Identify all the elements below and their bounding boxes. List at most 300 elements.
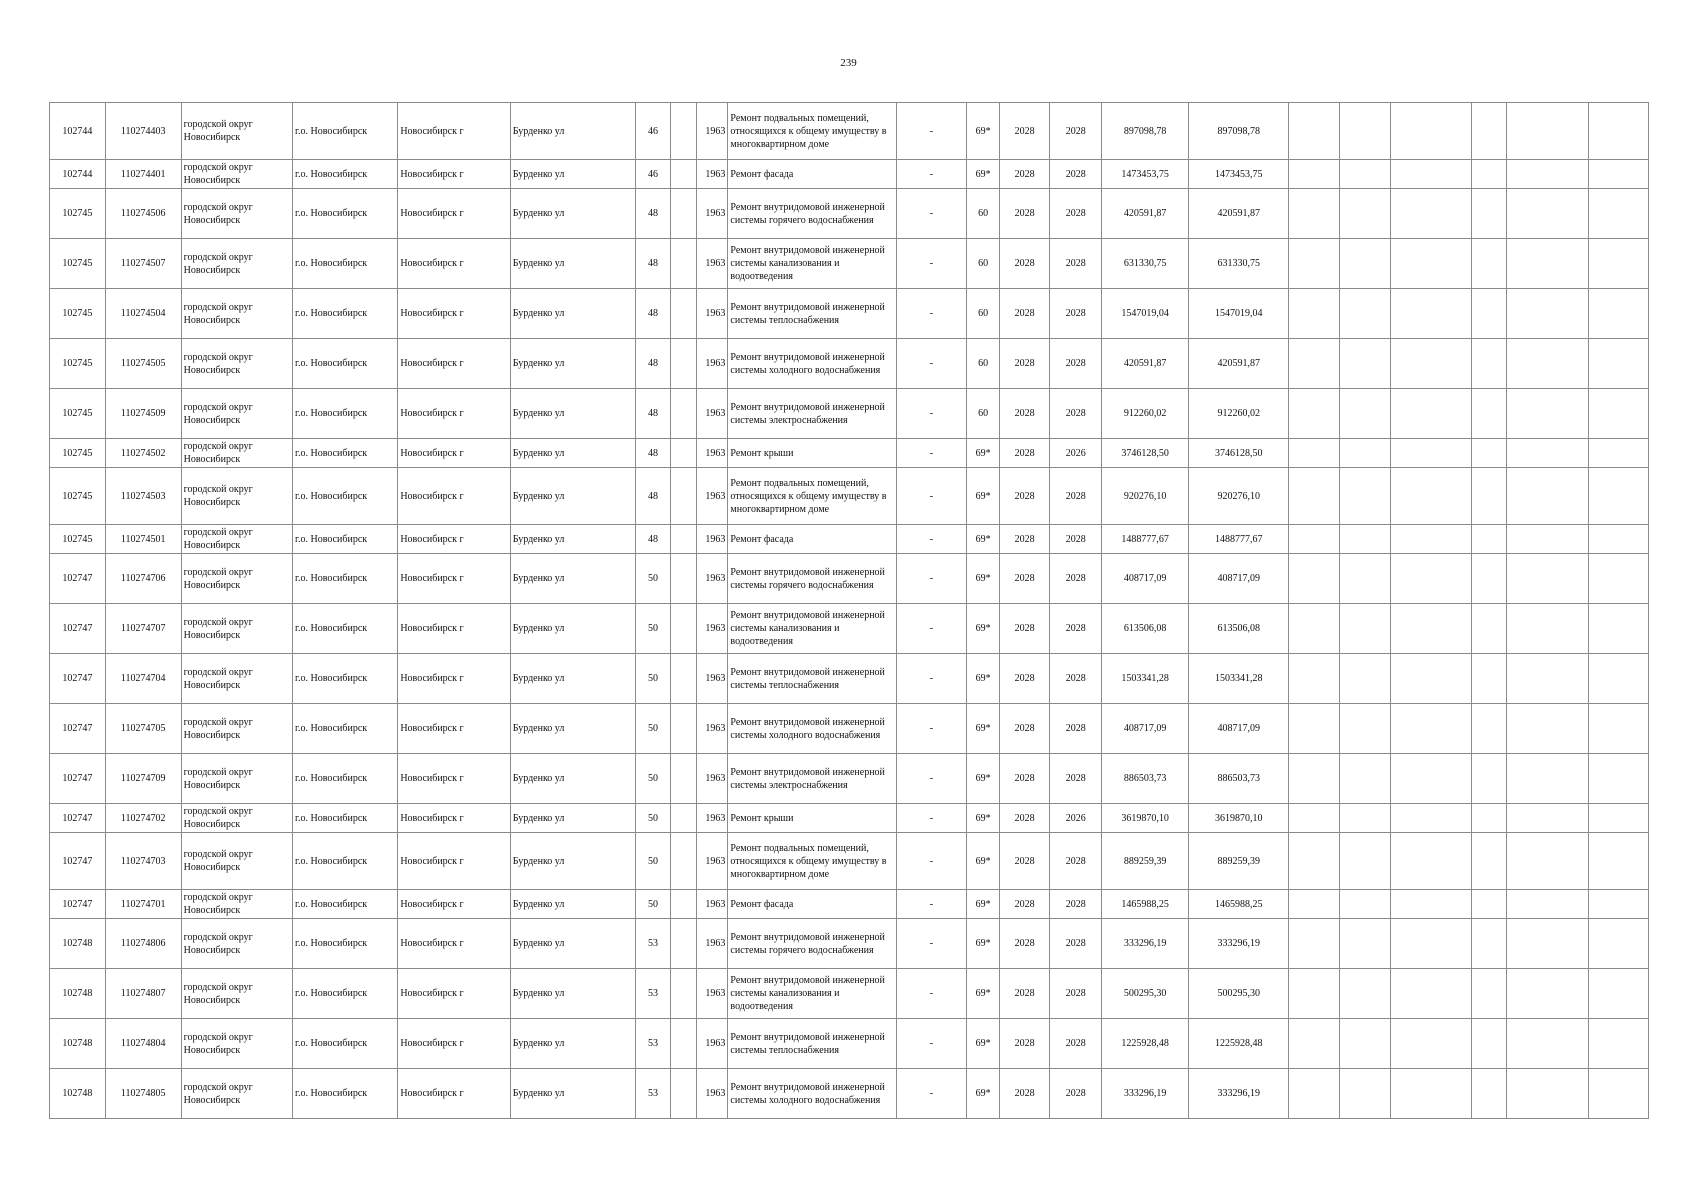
cell-fact-year: 2028 (1050, 160, 1102, 189)
cell-empty (1471, 339, 1506, 389)
cell-empty (1289, 389, 1340, 439)
cell-municipality: городской округ Новосибирск (181, 554, 292, 604)
cell-work: Ремонт подвальных помещений, относящихся к общему имуществу в многоквартирном доме (728, 833, 896, 890)
cell-year: 1963 (697, 339, 728, 389)
cell-empty (1589, 239, 1649, 289)
cell-plan-year: 2028 (999, 890, 1050, 919)
cell-cost: 912260,02 (1102, 389, 1189, 439)
cell-id: 102745 (50, 439, 106, 468)
cell-empty (670, 189, 696, 239)
cell-plan-year: 2028 (999, 103, 1050, 160)
cell-dash: - (896, 890, 967, 919)
cell-empty (1289, 554, 1340, 604)
cell-empty (670, 239, 696, 289)
cell-cost: 889259,39 (1102, 833, 1189, 890)
cell-year: 1963 (697, 160, 728, 189)
cell-work: Ремонт фасада (728, 160, 896, 189)
cell-house: 50 (636, 554, 670, 604)
cell-plan-year: 2028 (999, 468, 1050, 525)
cell-empty (1471, 654, 1506, 704)
cell-total: 420591,87 (1189, 339, 1289, 389)
cell-work: Ремонт внутридомовой инженерной системы электроснабжения (728, 754, 896, 804)
cell-dash: - (896, 160, 967, 189)
cell-empty (1471, 525, 1506, 554)
cell-street: Бурденко ул (510, 239, 636, 289)
cell-empty (1589, 1019, 1649, 1069)
cell-city: Новосибирск г (398, 804, 510, 833)
cell-empty (1589, 704, 1649, 754)
cell-id: 102747 (50, 754, 106, 804)
cell-fact-year: 2028 (1050, 103, 1102, 160)
cell-code: 110274502 (105, 439, 181, 468)
cell-empty (1507, 833, 1589, 890)
cell-empty (1340, 890, 1391, 919)
cell-house: 48 (636, 289, 670, 339)
cell-house: 50 (636, 704, 670, 754)
cell-empty (1507, 289, 1589, 339)
table-row (50, 754, 1649, 804)
cell-empty (1589, 189, 1649, 239)
cell-municipality: городской округ Новосибирск (181, 754, 292, 804)
cell-district: г.о. Новосибирск (293, 969, 398, 1019)
cell-code: 110274507 (105, 239, 181, 289)
cell-year: 1963 (697, 754, 728, 804)
cell-house: 53 (636, 1069, 670, 1119)
cell-empty (1340, 439, 1391, 468)
cell-fact-year: 2028 (1050, 239, 1102, 289)
cell-wear: 69* (967, 833, 999, 890)
cell-dash: - (896, 919, 967, 969)
cell-year: 1963 (697, 554, 728, 604)
cell-cost: 886503,73 (1102, 754, 1189, 804)
cell-id: 102744 (50, 160, 106, 189)
cell-total: 920276,10 (1189, 468, 1289, 525)
cell-code: 110274704 (105, 654, 181, 704)
cell-city: Новосибирск г (398, 468, 510, 525)
cell-empty (1340, 468, 1391, 525)
cell-district: г.о. Новосибирск (293, 160, 398, 189)
cell-empty (1507, 239, 1589, 289)
cell-code: 110274503 (105, 468, 181, 525)
cell-street: Бурденко ул (510, 389, 636, 439)
cell-year: 1963 (697, 289, 728, 339)
cell-work: Ремонт подвальных помещений, относящихся к общему имуществу в многоквартирном доме (728, 103, 896, 160)
cell-empty (670, 833, 696, 890)
cell-municipality: городской округ Новосибирск (181, 919, 292, 969)
cell-street: Бурденко ул (510, 654, 636, 704)
table-row (50, 654, 1649, 704)
cell-dash: - (896, 468, 967, 525)
cell-year: 1963 (697, 969, 728, 1019)
cell-work: Ремонт внутридомовой инженерной системы канализования и водоотведения (728, 239, 896, 289)
cell-empty (1589, 525, 1649, 554)
cell-wear: 69* (967, 754, 999, 804)
cell-work: Ремонт внутридомовой инженерной системы теплоснабжения (728, 1019, 896, 1069)
cell-empty (1471, 439, 1506, 468)
cell-empty (1589, 160, 1649, 189)
cell-street: Бурденко ул (510, 969, 636, 1019)
cell-empty (1340, 554, 1391, 604)
cell-empty (1340, 754, 1391, 804)
cell-empty (1589, 654, 1649, 704)
cell-city: Новосибирск г (398, 189, 510, 239)
cell-empty (670, 554, 696, 604)
cell-fact-year: 2028 (1050, 604, 1102, 654)
cell-empty (1289, 439, 1340, 468)
cell-id: 102747 (50, 833, 106, 890)
cell-fact-year: 2028 (1050, 525, 1102, 554)
cell-plan-year: 2028 (999, 389, 1050, 439)
cell-empty (1340, 160, 1391, 189)
cell-district: г.о. Новосибирск (293, 339, 398, 389)
cell-total: 3746128,50 (1189, 439, 1289, 468)
cell-municipality: городской округ Новосибирск (181, 339, 292, 389)
cell-municipality: городской округ Новосибирск (181, 1069, 292, 1119)
cell-total: 886503,73 (1189, 754, 1289, 804)
cell-year: 1963 (697, 189, 728, 239)
cell-empty (1390, 239, 1471, 289)
cell-empty (1390, 468, 1471, 525)
cell-city: Новосибирск г (398, 754, 510, 804)
cell-code: 110274401 (105, 160, 181, 189)
cell-dash: - (896, 103, 967, 160)
cell-house: 46 (636, 103, 670, 160)
cell-empty (1471, 833, 1506, 890)
cell-city: Новосибирск г (398, 289, 510, 339)
cell-street: Бурденко ул (510, 439, 636, 468)
cell-fact-year: 2028 (1050, 969, 1102, 1019)
cell-street: Бурденко ул (510, 103, 636, 160)
cell-empty (670, 160, 696, 189)
cell-year: 1963 (697, 389, 728, 439)
cell-empty (1471, 289, 1506, 339)
cell-id: 102747 (50, 704, 106, 754)
cell-district: г.о. Новосибирск (293, 189, 398, 239)
cell-id: 102745 (50, 525, 106, 554)
cell-municipality: городской округ Новосибирск (181, 654, 292, 704)
cell-empty (1340, 525, 1391, 554)
cell-total: 3619870,10 (1189, 804, 1289, 833)
cell-house: 50 (636, 754, 670, 804)
cell-empty (1507, 604, 1589, 654)
cell-empty (1507, 525, 1589, 554)
cell-dash: - (896, 1019, 967, 1069)
cell-empty (1289, 704, 1340, 754)
cell-empty (670, 389, 696, 439)
cell-district: г.о. Новосибирск (293, 289, 398, 339)
cell-dash: - (896, 239, 967, 289)
cell-fact-year: 2028 (1050, 704, 1102, 754)
cell-empty (1289, 239, 1340, 289)
cell-empty (1507, 468, 1589, 525)
cell-house: 48 (636, 439, 670, 468)
cell-empty (1289, 525, 1340, 554)
cell-district: г.о. Новосибирск (293, 468, 398, 525)
cell-empty (1289, 1069, 1340, 1119)
cell-house: 48 (636, 468, 670, 525)
table-row (50, 439, 1649, 468)
cell-plan-year: 2028 (999, 704, 1050, 754)
cell-fact-year: 2028 (1050, 189, 1102, 239)
cell-empty (1289, 160, 1340, 189)
cell-empty (670, 804, 696, 833)
cell-city: Новосибирск г (398, 160, 510, 189)
cell-cost: 3619870,10 (1102, 804, 1189, 833)
table-row (50, 1069, 1649, 1119)
cell-cost: 408717,09 (1102, 554, 1189, 604)
cell-street: Бурденко ул (510, 890, 636, 919)
cell-plan-year: 2028 (999, 754, 1050, 804)
cell-district: г.о. Новосибирск (293, 890, 398, 919)
cell-city: Новосибирск г (398, 389, 510, 439)
table-row (50, 389, 1649, 439)
cell-total: 631330,75 (1189, 239, 1289, 289)
cell-empty (1340, 654, 1391, 704)
cell-id: 102747 (50, 890, 106, 919)
cell-year: 1963 (697, 103, 728, 160)
cell-district: г.о. Новосибирск (293, 833, 398, 890)
table-row (50, 969, 1649, 1019)
cell-plan-year: 2028 (999, 554, 1050, 604)
cell-id: 102747 (50, 604, 106, 654)
cell-dash: - (896, 833, 967, 890)
cell-plan-year: 2028 (999, 289, 1050, 339)
cell-fact-year: 2028 (1050, 919, 1102, 969)
cell-empty (1589, 890, 1649, 919)
table-row (50, 554, 1649, 604)
cell-year: 1963 (697, 1019, 728, 1069)
cell-street: Бурденко ул (510, 189, 636, 239)
cell-cost: 408717,09 (1102, 704, 1189, 754)
cell-plan-year: 2028 (999, 654, 1050, 704)
cell-dash: - (896, 389, 967, 439)
cell-id: 102745 (50, 468, 106, 525)
cell-empty (1289, 468, 1340, 525)
cell-code: 110274703 (105, 833, 181, 890)
cell-plan-year: 2028 (999, 969, 1050, 1019)
cell-id: 102745 (50, 189, 106, 239)
cell-wear: 69* (967, 554, 999, 604)
cell-empty (1390, 890, 1471, 919)
cell-work: Ремонт внутридомовой инженерной системы холодного водоснабжения (728, 704, 896, 754)
cell-work: Ремонт внутридомовой инженерной системы горячего водоснабжения (728, 189, 896, 239)
table-row (50, 919, 1649, 969)
cell-street: Бурденко ул (510, 1019, 636, 1069)
cell-code: 110274707 (105, 604, 181, 654)
cell-dash: - (896, 289, 967, 339)
cell-district: г.о. Новосибирск (293, 1069, 398, 1119)
cell-total: 1473453,75 (1189, 160, 1289, 189)
cell-code: 110274403 (105, 103, 181, 160)
cell-city: Новосибирск г (398, 890, 510, 919)
cell-id: 102747 (50, 554, 106, 604)
cell-empty (1589, 969, 1649, 1019)
cell-empty (670, 1019, 696, 1069)
cell-empty (1289, 654, 1340, 704)
cell-empty (1471, 103, 1506, 160)
cell-empty (1507, 704, 1589, 754)
cell-empty (1471, 919, 1506, 969)
cell-empty (1390, 604, 1471, 654)
page-number: 239 (840, 57, 857, 69)
cell-house: 48 (636, 339, 670, 389)
cell-cost: 631330,75 (1102, 239, 1189, 289)
cell-district: г.о. Новосибирск (293, 525, 398, 554)
cell-code: 110274807 (105, 969, 181, 1019)
cell-street: Бурденко ул (510, 833, 636, 890)
cell-municipality: городской округ Новосибирск (181, 439, 292, 468)
cell-code: 110274702 (105, 804, 181, 833)
cell-empty (1589, 289, 1649, 339)
cell-wear: 60 (967, 339, 999, 389)
cell-city: Новосибирск г (398, 654, 510, 704)
cell-street: Бурденко ул (510, 160, 636, 189)
cell-cost: 1465988,25 (1102, 890, 1189, 919)
cell-fact-year: 2026 (1050, 439, 1102, 468)
cell-street: Бурденко ул (510, 339, 636, 389)
cell-empty (1589, 389, 1649, 439)
cell-empty (1340, 389, 1391, 439)
cell-empty (1289, 969, 1340, 1019)
cell-code: 110274705 (105, 704, 181, 754)
cell-dash: - (896, 969, 967, 1019)
cell-empty (670, 103, 696, 160)
cell-total: 1547019,04 (1189, 289, 1289, 339)
cell-house: 50 (636, 654, 670, 704)
cell-empty (1390, 189, 1471, 239)
cell-municipality: городской округ Новосибирск (181, 804, 292, 833)
cell-wear: 69* (967, 160, 999, 189)
cell-total: 912260,02 (1189, 389, 1289, 439)
cell-plan-year: 2028 (999, 604, 1050, 654)
cell-street: Бурденко ул (510, 804, 636, 833)
cell-empty (1471, 969, 1506, 1019)
cell-code: 110274505 (105, 339, 181, 389)
cell-id: 102748 (50, 1019, 106, 1069)
cell-empty (1589, 1069, 1649, 1119)
cell-empty (670, 704, 696, 754)
cell-code: 110274509 (105, 389, 181, 439)
cell-year: 1963 (697, 468, 728, 525)
cell-dash: - (896, 1069, 967, 1119)
cell-dash: - (896, 554, 967, 604)
cell-district: г.о. Новосибирск (293, 554, 398, 604)
cell-empty (1289, 919, 1340, 969)
cell-code: 110274805 (105, 1069, 181, 1119)
cell-cost: 920276,10 (1102, 468, 1189, 525)
cell-cost: 1488777,67 (1102, 525, 1189, 554)
cell-dash: - (896, 704, 967, 754)
cell-year: 1963 (697, 704, 728, 754)
cell-empty (1340, 1019, 1391, 1069)
cell-fact-year: 2028 (1050, 339, 1102, 389)
cell-cost: 420591,87 (1102, 339, 1189, 389)
cell-wear: 69* (967, 919, 999, 969)
cell-total: 333296,19 (1189, 1069, 1289, 1119)
cell-id: 102747 (50, 654, 106, 704)
cell-empty (1390, 160, 1471, 189)
cell-empty (1340, 704, 1391, 754)
cell-district: г.о. Новосибирск (293, 239, 398, 289)
cell-empty (1589, 554, 1649, 604)
cell-wear: 60 (967, 389, 999, 439)
cell-empty (1340, 969, 1391, 1019)
cell-total: 1488777,67 (1189, 525, 1289, 554)
cell-house: 53 (636, 919, 670, 969)
cell-empty (670, 1069, 696, 1119)
cell-work: Ремонт внутридомовой инженерной системы канализования и водоотведения (728, 604, 896, 654)
cell-empty (1589, 439, 1649, 468)
cell-empty (1390, 969, 1471, 1019)
cell-cost: 420591,87 (1102, 189, 1189, 239)
cell-municipality: городской округ Новосибирск (181, 160, 292, 189)
cell-year: 1963 (697, 439, 728, 468)
cell-id: 102745 (50, 339, 106, 389)
cell-empty (1390, 833, 1471, 890)
cell-year: 1963 (697, 525, 728, 554)
cell-fact-year: 2028 (1050, 468, 1102, 525)
table-row (50, 704, 1649, 754)
cell-work: Ремонт внутридомовой инженерной системы канализования и водоотведения (728, 969, 896, 1019)
cell-street: Бурденко ул (510, 525, 636, 554)
cell-empty (1507, 439, 1589, 468)
cell-wear: 60 (967, 189, 999, 239)
cell-city: Новосибирск г (398, 919, 510, 969)
cell-district: г.о. Новосибирск (293, 439, 398, 468)
cell-empty (1471, 804, 1506, 833)
cell-empty (1507, 804, 1589, 833)
cell-empty (1340, 1069, 1391, 1119)
cell-code: 110274504 (105, 289, 181, 339)
cell-total: 408717,09 (1189, 704, 1289, 754)
cell-fact-year: 2028 (1050, 1069, 1102, 1119)
cell-street: Бурденко ул (510, 919, 636, 969)
cell-cost: 333296,19 (1102, 1069, 1189, 1119)
cell-code: 110274706 (105, 554, 181, 604)
cell-empty (1390, 103, 1471, 160)
cell-fact-year: 2028 (1050, 289, 1102, 339)
cell-empty (1507, 1019, 1589, 1069)
cell-empty (1589, 754, 1649, 804)
cell-city: Новосибирск г (398, 1019, 510, 1069)
cell-empty (1589, 339, 1649, 389)
cell-dash: - (896, 189, 967, 239)
cell-empty (1390, 289, 1471, 339)
cell-empty (1589, 919, 1649, 969)
cell-empty (1471, 1019, 1506, 1069)
cell-house: 50 (636, 833, 670, 890)
cell-empty (1507, 919, 1589, 969)
cell-plan-year: 2028 (999, 189, 1050, 239)
cell-empty (670, 754, 696, 804)
cell-empty (1289, 890, 1340, 919)
cell-dash: - (896, 804, 967, 833)
cell-cost: 1473453,75 (1102, 160, 1189, 189)
cell-work: Ремонт внутридомовой инженерной системы горячего водоснабжения (728, 919, 896, 969)
cell-empty (1589, 468, 1649, 525)
cell-work: Ремонт внутридомовой инженерной системы электроснабжения (728, 389, 896, 439)
table-row (50, 890, 1649, 919)
cell-empty (1507, 654, 1589, 704)
cell-district: г.о. Новосибирск (293, 919, 398, 969)
cell-empty (1471, 754, 1506, 804)
cell-house: 53 (636, 1019, 670, 1069)
cell-empty (670, 969, 696, 1019)
cell-empty (1390, 525, 1471, 554)
cell-empty (1340, 919, 1391, 969)
cell-dash: - (896, 339, 967, 389)
cell-municipality: городской округ Новосибирск (181, 833, 292, 890)
